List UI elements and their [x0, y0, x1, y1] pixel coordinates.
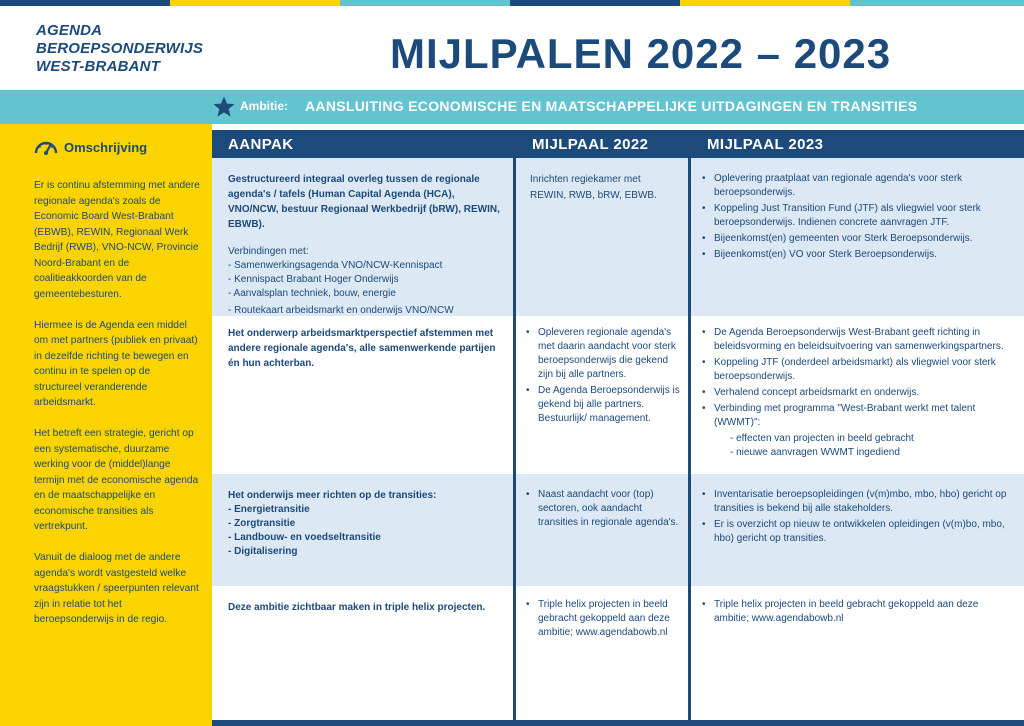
logo-line-3: WEST-BRABANT	[36, 58, 161, 75]
list-item: • Naast aandacht voor (top) sectoren, ook aandacht transities in regionale agenda's.	[524, 488, 682, 530]
mijlpaal-2022-cell	[524, 598, 682, 642]
column-divider	[513, 130, 516, 720]
logo	[36, 22, 203, 76]
top-color-strip	[0, 0, 1024, 6]
aanpak-cell	[228, 326, 503, 371]
list-item: • Inventarisatie beroepsopleidingen (v(m)mbo, mbo, hbo) gericht op transities is bekend bij alle stakeholders.	[700, 488, 1016, 516]
list-item: • Opleveren regionale agenda's met daarin aandacht voor sterk beroepsonderwijs die gekend zijn bij alle partners.	[524, 326, 682, 382]
aanpak-text: Deze ambitie zichtbaar maken in triple helix projecten.	[228, 602, 486, 613]
omschrijving-panel	[0, 124, 212, 720]
aanpak-subitem: - Aanvalsplan techniek, bouw, energie	[228, 288, 396, 299]
mijlpaal-2022-cell	[524, 326, 682, 428]
omschrijving-paragraph: Hiermee is de Agenda een middel om met partners (publiek en privaat) in dezelfde richting te bewegen en continu in te spelen op de structureel veranderende arbeidsmarkt.	[34, 319, 198, 408]
list-item: • Bijeenkomst(en) VO voor Sterk Beroepsonderwijs.	[700, 248, 1016, 262]
column-divider	[688, 130, 691, 720]
aanpak-subitem: - Landbouw- en voedseltransitie	[228, 532, 381, 543]
ambitie-label: Ambitie:	[240, 99, 288, 113]
mijlpaal-2023-cell	[700, 598, 1016, 628]
column-header-mijlpaal-2022: MIJLPAAL 2022	[516, 130, 688, 158]
aanpak-text: Het onderwijs meer richten op de transities:	[228, 490, 437, 501]
mijlpaal-2023-cell	[700, 488, 1016, 548]
aanpak-cell	[228, 172, 503, 318]
sub-list-item: - nieuwe aanvragen WWMT ingediend	[730, 447, 900, 458]
list-item: • Triple helix projecten in beeld gebracht gekoppeld aan deze ambitie; www.agendabowb.nl	[524, 598, 682, 640]
list-item: • Verbinding met programma "West-Brabant werkt met talent (WWMT)":	[700, 402, 1016, 430]
list-item: • Er is overzicht op nieuw te ontwikkelen opleidingen (v(m)bo, mbo, hbo) gericht op transities.	[700, 518, 1016, 546]
aanpak-subitem: - Digitalisering	[228, 546, 298, 557]
omschrijving-paragraph: Er is continu afstemming met andere regionale agenda's zoals de Economic Board West-Brabant (EBWB), REWIN, Regionaal Werk Bedrijf (RWB), VNO-NCW, Provincie Noord-Brabant en de coalitieakkoorden van de gemeentebesturen.	[34, 180, 200, 300]
gauge-icon	[34, 138, 58, 156]
list-item: • Koppeling Just Transition Fund (JTF) als vliegwiel voor sterk beroepsonderwijs. Indienen concrete aanvragen JTF.	[700, 202, 1016, 230]
aanpak-cell	[228, 488, 503, 559]
omschrijving-heading: Omschrijving	[64, 139, 148, 155]
aanpak-subheading: Verbindingen met:	[228, 246, 309, 257]
page-title: MIJLPALEN 2022 – 2023	[390, 30, 892, 77]
list-item: • Verhalend concept arbeidsmarkt en onderwijs.	[700, 386, 1016, 400]
list-item: • Koppeling JTF (onderdeel arbeidsmarkt) als vliegwiel voor sterk beroepsonderwijs.	[700, 356, 1016, 384]
aanpak-subitem: - Kennispact Brabant Hoger Onderwijs	[228, 274, 399, 285]
mijlpaal-2022-cell	[524, 488, 682, 532]
mijlpaal-2023-cell	[700, 172, 1016, 264]
logo-line-2: BEROEPSONDERWIJS	[36, 40, 204, 57]
mijlpaal-2023-cell	[700, 326, 1016, 460]
aanpak-subitem: - Energietransitie	[228, 504, 310, 515]
aanpak-subitem: - Samenwerkingsagenda VNO/NCW-Kennispact	[228, 260, 443, 271]
omschrijving-header	[34, 138, 200, 156]
omschrijving-paragraph: Vanuit de dialoog met de andere agenda's wordt vastgesteld welke vraagstukken / speerpunten relevant zijn in relatie tot het beroepsonderwijs in de regio.	[34, 552, 199, 625]
sub-list-item: - effecten van projecten in beeld gebracht	[730, 433, 914, 444]
column-header-aanpak: AANPAK	[212, 130, 513, 158]
mijlpaal-2022-cell: Inrichten regiekamer met REWIN, RWB, bRW, EBWB.	[530, 174, 657, 201]
aanpak-subitem: - Routekaart arbeidsmarkt en onderwijs VNO/NCW	[228, 305, 454, 316]
list-item: • Triple helix projecten in beeld gebracht gekoppeld aan deze ambitie; www.agendabowb.nl	[700, 598, 1016, 626]
list-item: • Oplevering praatplaat van regionale agenda's voor sterk beroepsonderwijs.	[700, 172, 1016, 200]
bottom-color-strip	[0, 720, 1024, 726]
column-header-mijlpaal-2023: MIJLPAAL 2023	[691, 130, 1024, 158]
star-icon	[212, 95, 236, 119]
aanpak-subitem: - Zorgtransitie	[228, 518, 296, 529]
logo-line-1: AGENDA	[36, 22, 103, 39]
list-item: • De Agenda Beroepsonderwijs West-Brabant geeft richting in beleidsvorming en beleidsuitvoering van samenwerkingspartners.	[700, 326, 1016, 354]
list-item: • Bijeenkomst(en) gemeenten voor Sterk Beroepsonderwijs.	[700, 232, 1016, 246]
list-item: • De Agenda Beroepsonderwijs is gekend bij alle partners. Bestuurlijk/ management.	[524, 384, 682, 426]
aanpak-text: Het onderwerp arbeidsmarktperspectief afstemmen met andere regionale agenda's, alle samenwerkende partijen én hun achterban.	[228, 328, 496, 369]
aanpak-text: Gestructureerd integraal overleg tussen de regionale agenda's / tafels (Human Capital Agenda (HCA), VNO/NCW, bestuur Regionaal Werkbedrijf (bRW), REWIN, EBWB).	[228, 174, 500, 230]
ambitie-bar	[0, 90, 1024, 124]
ambitie-text: AANSLUITING ECONOMISCHE EN MAATSCHAPPELIJKE UITDAGINGEN EN TRANSITIES	[305, 98, 918, 114]
omschrijving-paragraph: Het betreft een strategie, gericht op een systematische, duurzame werking voor de (middel)lange termijn met de economische agenda en de maatschappelijke en economische transities als vertrekpunt.	[34, 428, 199, 532]
aanpak-cell	[228, 600, 503, 615]
